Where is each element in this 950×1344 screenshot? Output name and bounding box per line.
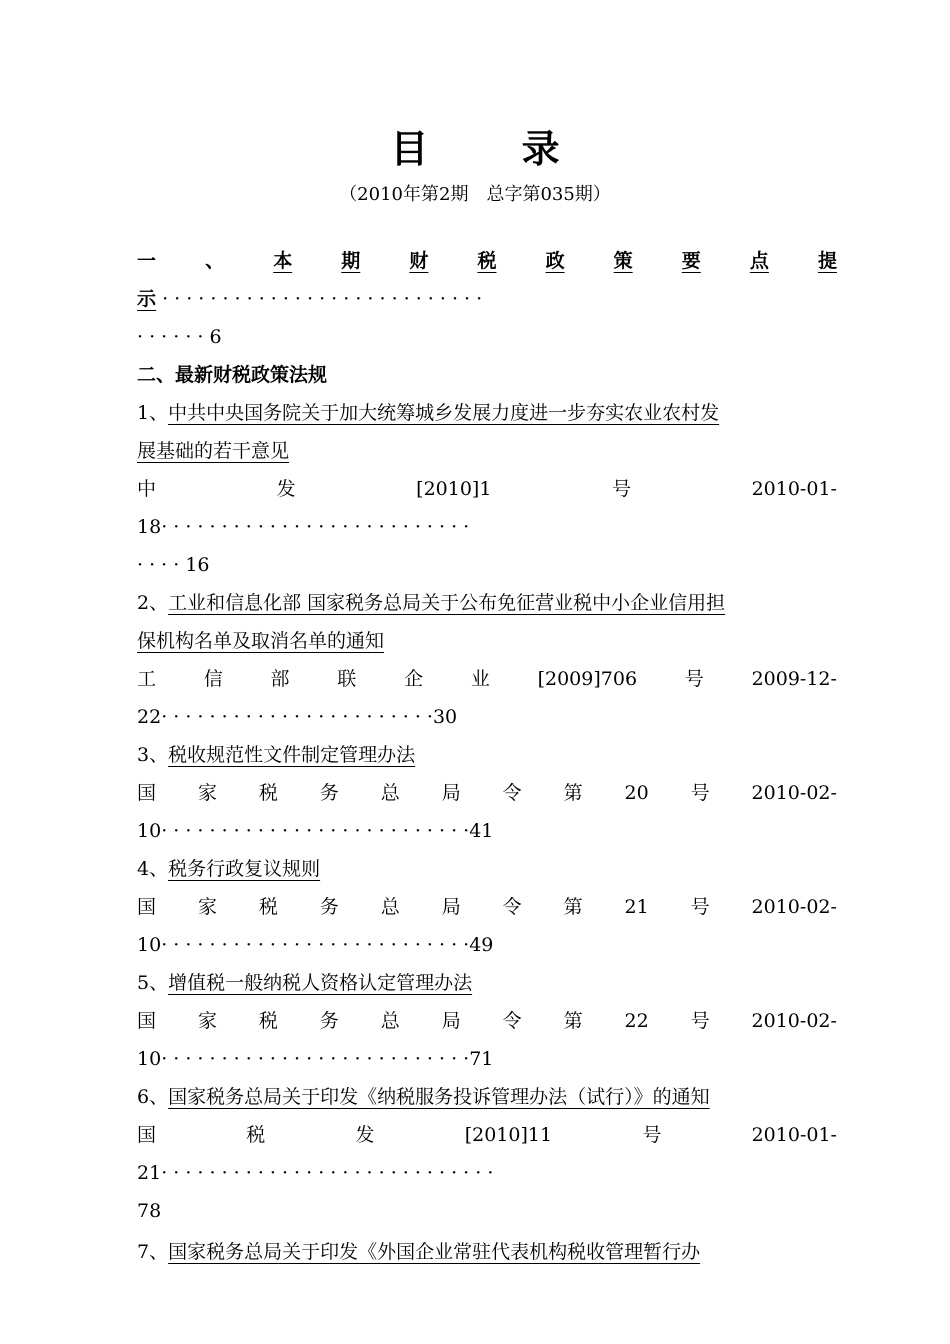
page-number: 41 [469,820,494,842]
toc-section-1-line1[interactable] [137,249,837,273]
toc-char: 政 [545,250,565,272]
toc-item-5-title[interactable] [137,971,837,995]
doc-date: 2010-02- [751,1010,837,1032]
toc-item-5-docline [137,1009,837,1033]
leader-dots: · · · · · · · · · · · · · · · · · · · · · · · · · · [161,516,470,538]
toc-item-3-leader [137,819,837,843]
doc-number-part: 税 [246,1124,266,1146]
leader-dots: · · · · · · · · · · · · · · · · · · · · · · · · · · · · [161,1162,494,1184]
doc-number-part: 务 [319,896,339,918]
doc-number-part: 22 [624,1010,649,1032]
doc-number-part: 总 [380,782,400,804]
doc-date: 2010-02- [751,896,837,918]
doc-number-part: 总 [380,896,400,918]
leader-dots: · · · · · · · · · · · · · · · · · · · · · · · [161,706,433,728]
doc-number-part: 第 [563,782,583,804]
doc-number-part: 令 [502,782,522,804]
doc-number-part: [2009]706 [537,668,638,690]
toc-item-2-title-cont[interactable] [137,629,837,653]
doc-number-part: 家 [197,896,217,918]
item-title: 国家税务总局关于印发《纳税服务投诉管理办法（试行）》的通知 [168,1086,710,1108]
doc-number-part: 号 [684,668,704,690]
doc-number-part: 务 [319,782,339,804]
page-number: 78 [137,1200,162,1222]
toc-item-3-title[interactable] [137,743,837,767]
doc-number-part: 国 [137,1010,157,1032]
toc-char: 一 [137,250,157,272]
toc-item-1-page [137,553,837,577]
section-2-heading: 二、最新财税政策法规 [137,364,328,386]
toc-item-1-title[interactable] [137,401,837,425]
item-title: 增值税一般纳税人资格认定管理办法 [168,972,473,994]
toc-char: 要 [681,250,701,272]
item-title: 中共中央国务院关于加大统筹城乡发展力度进一步夯实农业农村发 [168,402,720,424]
doc-number-part: 21 [624,896,649,918]
doc-number-part: 税 [258,896,278,918]
item-title: 税务行政复议规则 [168,858,321,880]
leader-dots: · · · · · · · · · · · · · · · · · · · · · · · · · · · [162,288,483,310]
toc-char: 、 [205,250,225,272]
doc-number-part: 部 [270,668,290,690]
doc-number-part: 信 [203,668,223,690]
doc-number-part: 国 [137,1124,157,1146]
doc-number-part: 税 [258,1010,278,1032]
doc-number-part: 总 [380,1010,400,1032]
leader-dots: · · · · · · · · · · · · · · · · · · · · · · · · · · [161,1048,470,1070]
doc-number-part: 家 [197,1010,217,1032]
leader-dots: · · · · · · · · · · · · · · · · · · · · · · · · · · [161,934,470,956]
toc-item-2-leader [137,705,837,729]
toc-item-6-title[interactable] [137,1085,837,1109]
doc-number-part: 中 [137,478,157,500]
leader-dots: · · · · · · · · · · · · · · · · · · · · · · · · · · [161,820,470,842]
doc-date-tail: 10 [137,934,162,956]
toc-item-4-docline [137,895,837,919]
doc-date-tail: 21 [137,1162,162,1184]
item-number: 7、 [137,1241,169,1263]
doc-number-part: 号 [690,896,710,918]
toc-item-2-title[interactable] [137,591,837,615]
doc-number-part: 号 [612,478,632,500]
doc-number-part: 税 [258,782,278,804]
toc-char: 提 [817,250,837,272]
toc-section-1-line3 [137,325,837,349]
doc-date-tail: 22 [137,706,162,728]
page-number: 30 [432,706,458,728]
doc-number-part: 局 [441,1010,461,1032]
item-title: 工业和信息化部 国家税务总局关于公布免征营业税中小企业信用担 [168,592,726,614]
toc-item-2-docline [137,667,837,691]
toc-item-6-docline [137,1123,837,1147]
doc-number-part: [2010]11 [464,1124,553,1146]
toc-char: 财 [409,250,429,272]
item-title: 保机构名单及取消名单的通知 [137,630,385,652]
item-number: 1、 [137,402,169,424]
toc-section-1-line2[interactable] [137,287,837,311]
toc-char: 期 [341,250,361,272]
item-title: 税收规范性文件制定管理办法 [168,744,416,766]
doc-number-part: 第 [563,1010,583,1032]
page-number: 49 [469,934,494,956]
toc-item-6-leader [137,1161,837,1185]
doc-number-part: [2010]1 [416,478,492,500]
toc-char: 税 [477,250,497,272]
doc-date-tail: 10 [137,1048,162,1070]
leader-dots: · · · · [137,554,180,576]
page-number: 71 [469,1048,494,1070]
doc-number-part: 务 [319,1010,339,1032]
doc-number-part: 20 [624,782,649,804]
toc-item-5-leader [137,1047,837,1071]
doc-number-part: 号 [642,1124,662,1146]
doc-number-part: 工 [137,668,157,690]
doc-date: 2010-01- [751,1124,837,1146]
toc-item-1-docline [137,477,837,501]
toc-char: 点 [749,250,769,272]
doc-number-part: 国 [137,782,157,804]
issue-subtitle: （2010年第2期 总字第035期） [339,184,611,205]
doc-date-tail: 18 [137,516,162,538]
item-number: 4、 [137,858,169,880]
toc-title-tail: 示 [137,288,157,310]
doc-date: 2009-12- [751,668,837,690]
doc-number-part: 令 [502,1010,522,1032]
doc-number-part: 国 [137,896,157,918]
item-title: 国家税务总局关于印发《外国企业常驻代表机构税收管理暂行办 [168,1241,701,1263]
toc-item-3-docline [137,781,837,805]
doc-number-part: 企 [404,668,424,690]
toc-item-1-title-cont[interactable] [137,439,837,463]
leader-dots: · · · · · · [137,326,204,348]
item-title: 展基础的若干意见 [137,440,290,462]
page-number: 6 [209,326,222,348]
toc-item-4-leader [137,933,837,957]
doc-number-part: 业 [470,668,490,690]
toc-item-4-title[interactable] [137,857,837,881]
item-number: 2、 [137,592,169,614]
page-number: 16 [185,554,210,576]
doc-date-tail: 10 [137,820,162,842]
doc-number-part: 局 [441,782,461,804]
doc-number-part: 号 [690,782,710,804]
item-number: 3、 [137,744,169,766]
doc-number-part: 令 [502,896,522,918]
item-number: 6、 [137,1086,169,1108]
doc-date: 2010-02- [751,782,837,804]
doc-number-part: 第 [563,896,583,918]
item-number: 5、 [137,972,169,994]
toc-char: 本 [273,250,293,272]
doc-number-part: 家 [197,782,217,804]
toc-item-7-title[interactable] [137,1240,837,1264]
doc-number-part: 局 [441,896,461,918]
page-title: 目 录 [390,126,600,171]
doc-date: 2010-01- [751,478,837,500]
doc-number-part: 发 [276,478,296,500]
doc-number-part: 发 [355,1124,375,1146]
doc-number-part: 号 [690,1010,710,1032]
toc-char: 策 [613,250,633,272]
toc-item-1-leader [137,515,837,539]
doc-number-part: 联 [337,668,357,690]
toc-item-6-page [137,1199,837,1223]
